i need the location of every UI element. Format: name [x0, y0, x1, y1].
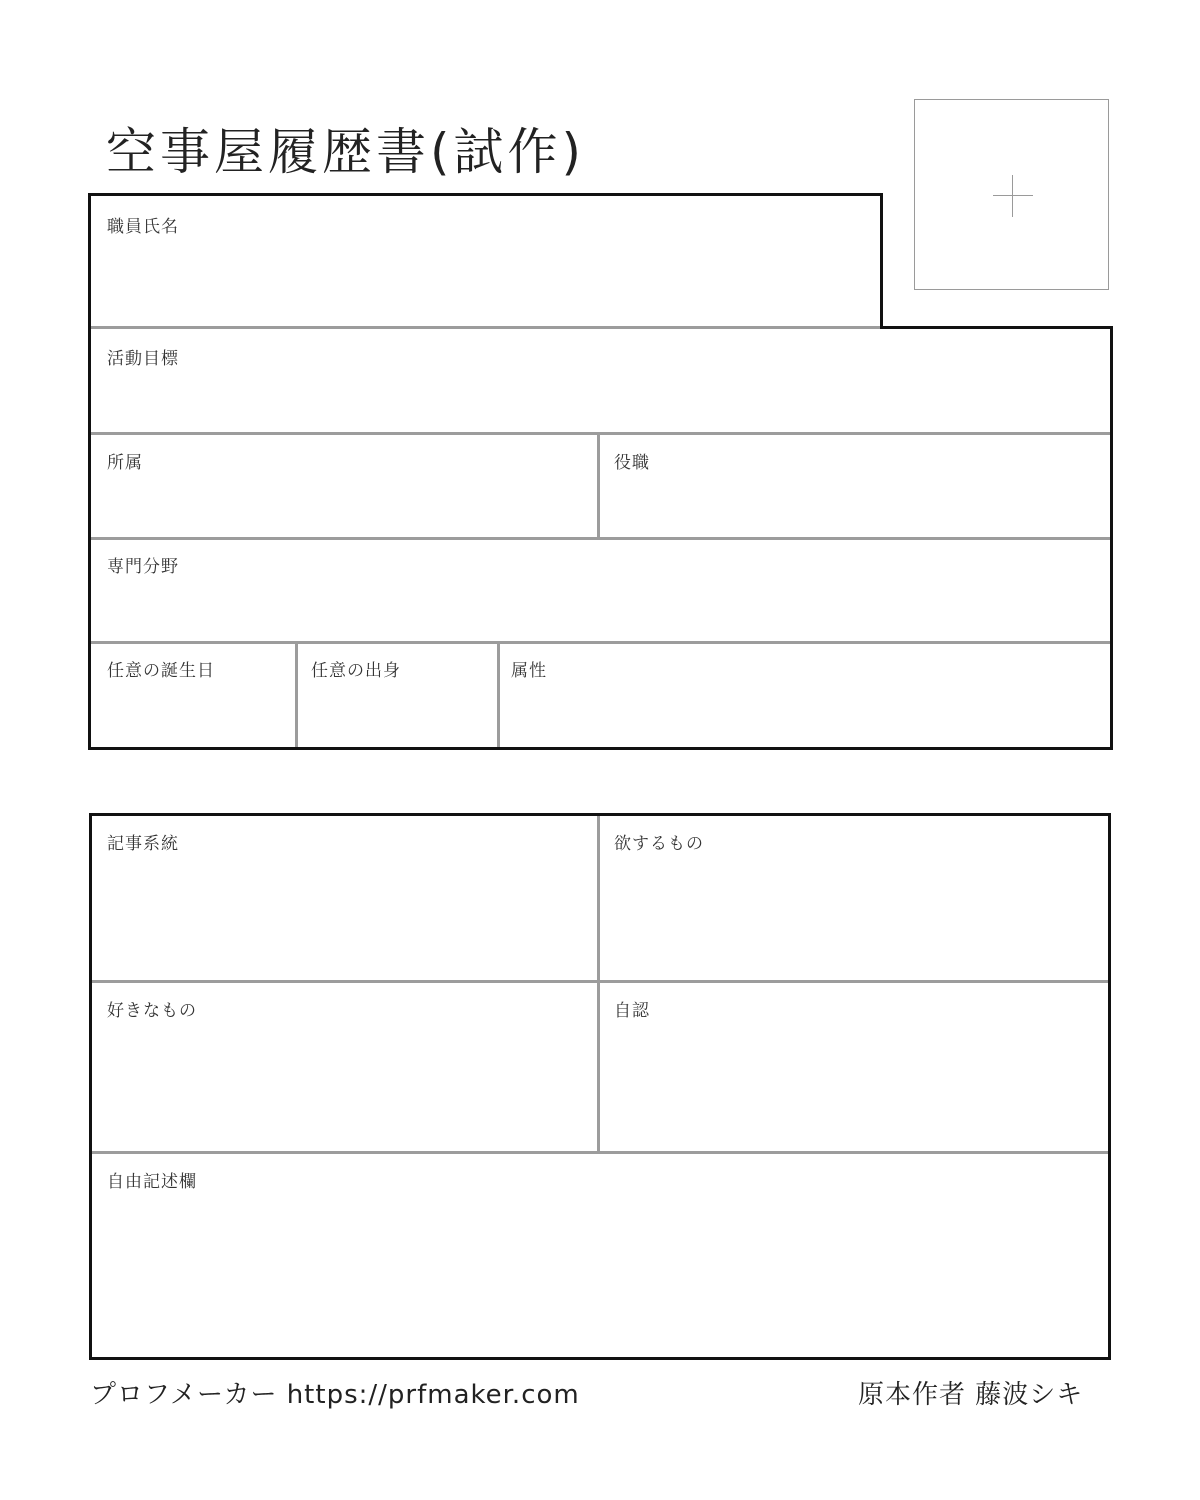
birthday-field[interactable] — [91, 644, 295, 747]
border-bottom — [88, 747, 1113, 750]
attribute-label: 属性 — [511, 661, 547, 681]
article-label: 記事系統 — [107, 834, 179, 854]
specialty-label: 専門分野 — [107, 557, 179, 577]
specialty-field[interactable] — [91, 540, 1110, 641]
border-step-vertical — [880, 193, 883, 329]
attribute-field[interactable] — [500, 644, 1110, 747]
desire-field[interactable] — [600, 816, 1108, 980]
origin-field[interactable] — [298, 644, 497, 747]
footer-author: 原本作者 藤波シキ — [858, 1380, 1084, 1410]
article-field[interactable] — [92, 816, 597, 980]
likes-field[interactable] — [92, 983, 597, 1151]
border-right — [1110, 326, 1113, 750]
position-label: 役職 — [614, 453, 650, 473]
goal-label: 活動目標 — [107, 349, 179, 369]
free-field[interactable] — [92, 1154, 1108, 1357]
name-field[interactable] — [91, 196, 880, 326]
likes-label: 好きなもの — [107, 1001, 197, 1021]
position-field[interactable] — [600, 435, 1110, 537]
affiliation-field[interactable] — [91, 435, 597, 537]
origin-label: 任意の出身 — [311, 661, 401, 681]
footer-credit-link[interactable]: プロフメーカー https://prfmaker.com — [90, 1380, 580, 1410]
name-label: 職員氏名 — [107, 217, 179, 237]
plus-icon — [993, 175, 1033, 217]
self-field[interactable] — [600, 983, 1108, 1151]
free-label: 自由記述欄 — [107, 1172, 197, 1192]
goal-field[interactable] — [91, 329, 1110, 432]
page-title: 空事屋履歴書(試作) — [106, 123, 586, 181]
self-label: 自認 — [614, 1001, 650, 1021]
desire-label: 欲するもの — [614, 834, 704, 854]
photo-placeholder[interactable] — [914, 99, 1109, 290]
birthday-label: 任意の誕生日 — [107, 661, 215, 681]
affiliation-label: 所属 — [107, 453, 143, 473]
